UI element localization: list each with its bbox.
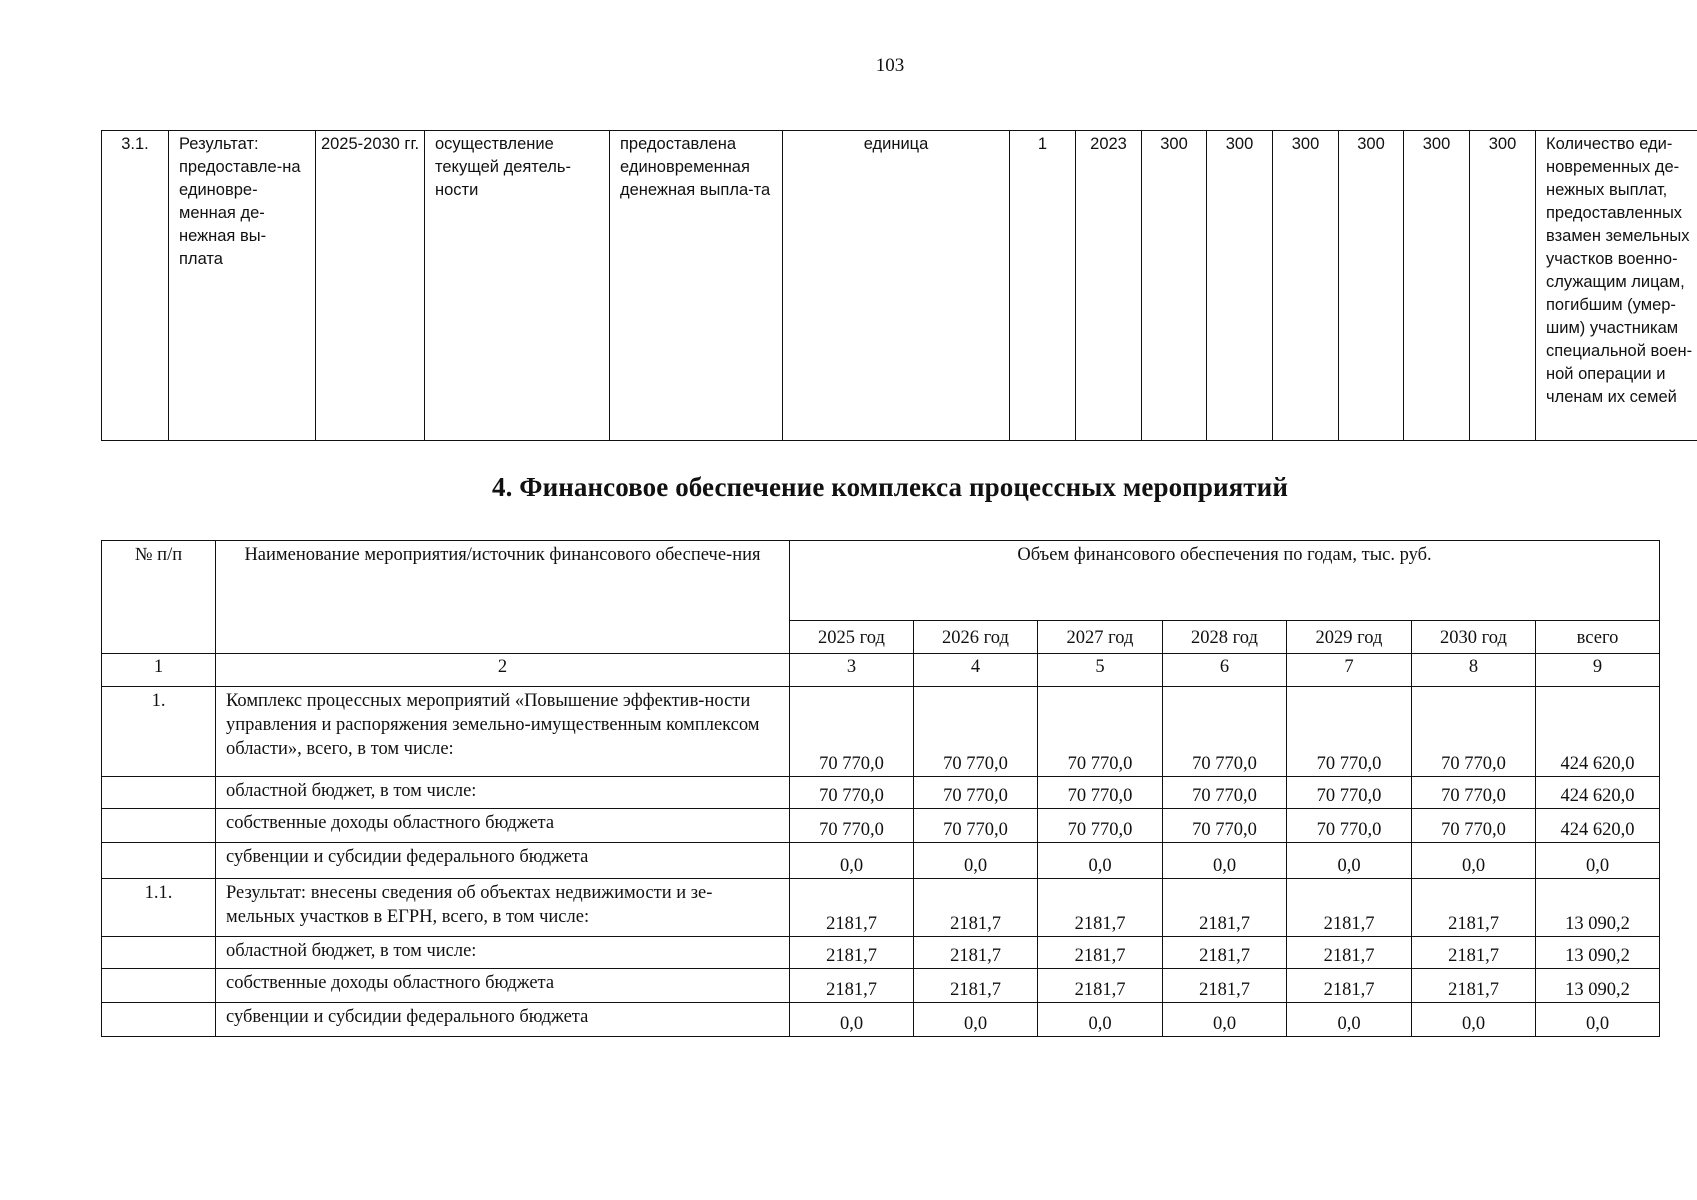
result-unit: единица	[783, 131, 1010, 441]
row-value: 70 770,0	[1287, 777, 1412, 809]
row-name: субвенции и субсидии федерального бюджета	[216, 1003, 790, 1037]
row-value: 2181,7	[1287, 879, 1412, 937]
header-year: 2028 год	[1163, 621, 1287, 654]
finance-row	[102, 937, 1660, 969]
index-cell: 4	[914, 654, 1038, 687]
row-value: 70 770,0	[1412, 777, 1536, 809]
finance-row	[102, 879, 1660, 937]
header-name: Наименование мероприятия/источник финансового обеспече-ния	[216, 541, 790, 654]
row-value: 2181,7	[1163, 879, 1287, 937]
row-total: 424 620,0	[1536, 809, 1660, 843]
result-value-2028: 300	[1339, 131, 1404, 441]
result-characteristic: предоставлена единовременная денежная выпла-та	[610, 131, 783, 441]
row-number: 1.	[102, 687, 216, 777]
row-value: 70 770,0	[1287, 809, 1412, 843]
row-total: 13 090,2	[1536, 879, 1660, 937]
index-cell: 5	[1038, 654, 1163, 687]
row-name: собственные доходы областного бюджета	[216, 809, 790, 843]
row-value: 2181,7	[1163, 969, 1287, 1003]
result-base-value: 1	[1010, 131, 1076, 441]
row-value: 2181,7	[1412, 969, 1536, 1003]
row-name: Комплекс процессных мероприятий «Повышение эффектив-ности управления и распоряжения земельно-имущественным комплексом области», всего, в том числе:	[216, 687, 790, 777]
row-number	[102, 969, 216, 1003]
page-number: 103	[875, 55, 905, 76]
row-value: 70 770,0	[1412, 809, 1536, 843]
finance-row	[102, 1003, 1660, 1037]
header-year: 2025 год	[790, 621, 914, 654]
index-cell: 1	[102, 654, 216, 687]
result-base-year: 2023	[1076, 131, 1142, 441]
row-value: 2181,7	[1038, 969, 1163, 1003]
index-cell: 2	[216, 654, 790, 687]
row-value: 2181,7	[1163, 937, 1287, 969]
finance-table	[101, 540, 1660, 1037]
row-name: собственные доходы областного бюджета	[216, 969, 790, 1003]
header-year: 2029 год	[1287, 621, 1412, 654]
result-name: Результат: предоставле-на единовре-менная де-нежная вы-плата	[169, 131, 316, 441]
result-row	[102, 131, 1697, 441]
row-value: 2181,7	[914, 879, 1038, 937]
row-value: 70 770,0	[1038, 687, 1163, 777]
row-number	[102, 777, 216, 809]
index-cell: 6	[1163, 654, 1287, 687]
result-description: Количество еди-новременных де-нежных выплат, предоставленных взамен земельных участков военно-служащим лицам, погибшим (умер-шим) участникам специальной воен-ной операции и членам их семей	[1536, 131, 1697, 441]
row-value: 70 770,0	[914, 809, 1038, 843]
result-value-2025: 300	[1142, 131, 1207, 441]
header-year: 2027 год	[1038, 621, 1163, 654]
result-value-2026: 300	[1207, 131, 1273, 441]
header-num: № п/п	[102, 541, 216, 654]
row-number	[102, 843, 216, 879]
row-total: 13 090,2	[1536, 969, 1660, 1003]
finance-header-row	[102, 541, 1660, 621]
row-value: 70 770,0	[1163, 809, 1287, 843]
row-value: 0,0	[1412, 843, 1536, 879]
finance-row	[102, 809, 1660, 843]
result-value-2029: 300	[1404, 131, 1470, 441]
result-type: осуществление текущей деятель-ности	[425, 131, 610, 441]
result-table	[101, 130, 1697, 441]
finance-row	[102, 687, 1660, 777]
row-total: 424 620,0	[1536, 777, 1660, 809]
row-value: 70 770,0	[1287, 687, 1412, 777]
row-value: 70 770,0	[914, 687, 1038, 777]
row-value: 2181,7	[1287, 937, 1412, 969]
row-value: 2181,7	[914, 969, 1038, 1003]
finance-row	[102, 843, 1660, 879]
row-value: 0,0	[914, 1003, 1038, 1037]
row-value: 70 770,0	[790, 809, 914, 843]
result-value-2027: 300	[1273, 131, 1339, 441]
row-value: 70 770,0	[1412, 687, 1536, 777]
finance-index-row	[102, 654, 1660, 687]
row-value: 2181,7	[790, 937, 914, 969]
row-value: 0,0	[1412, 1003, 1536, 1037]
finance-row	[102, 969, 1660, 1003]
row-value: 0,0	[1287, 1003, 1412, 1037]
index-cell: 8	[1412, 654, 1536, 687]
row-value: 0,0	[1038, 1003, 1163, 1037]
row-number: 1.1.	[102, 879, 216, 937]
result-value-2030: 300	[1470, 131, 1536, 441]
row-value: 0,0	[1287, 843, 1412, 879]
row-total: 0,0	[1536, 1003, 1660, 1037]
row-value: 0,0	[790, 1003, 914, 1037]
row-value: 0,0	[1038, 843, 1163, 879]
row-value: 2181,7	[790, 969, 914, 1003]
row-number	[102, 937, 216, 969]
index-cell: 9	[1536, 654, 1660, 687]
finance-row	[102, 777, 1660, 809]
row-value: 2181,7	[1412, 937, 1536, 969]
row-value: 70 770,0	[1038, 777, 1163, 809]
row-value: 70 770,0	[790, 687, 914, 777]
row-total: 13 090,2	[1536, 937, 1660, 969]
row-value: 2181,7	[1287, 969, 1412, 1003]
row-value: 0,0	[914, 843, 1038, 879]
row-value: 70 770,0	[914, 777, 1038, 809]
row-name: субвенции и субсидии федерального бюджета	[216, 843, 790, 879]
header-year: 2030 год	[1412, 621, 1536, 654]
index-cell: 3	[790, 654, 914, 687]
row-value: 70 770,0	[1163, 687, 1287, 777]
row-value: 70 770,0	[1038, 809, 1163, 843]
row-value: 70 770,0	[790, 777, 914, 809]
section-title: 4. Финансовое обеспечение комплекса процессных мероприятий	[492, 472, 1288, 502]
row-value: 0,0	[790, 843, 914, 879]
header-volume: Объем финансового обеспечения по годам, тыс. руб.	[790, 541, 1660, 621]
row-value: 0,0	[1163, 843, 1287, 879]
row-value: 2181,7	[914, 937, 1038, 969]
row-value: 2181,7	[790, 879, 914, 937]
row-name: Результат: внесены сведения об объектах недвижимости и зе-мельных участков в ЕГРН, всего, в том числе:	[216, 879, 790, 937]
row-name: областной бюджет, в том числе:	[216, 937, 790, 969]
row-total: 0,0	[1536, 843, 1660, 879]
result-period: 2025-2030 гг.	[316, 131, 425, 441]
row-name: областной бюджет, в том числе:	[216, 777, 790, 809]
row-value: 70 770,0	[1163, 777, 1287, 809]
row-value: 2181,7	[1038, 937, 1163, 969]
header-total: всего	[1536, 621, 1660, 654]
header-year: 2026 год	[914, 621, 1038, 654]
row-value: 0,0	[1163, 1003, 1287, 1037]
index-cell: 7	[1287, 654, 1412, 687]
row-value: 2181,7	[1412, 879, 1536, 937]
row-number	[102, 1003, 216, 1037]
row-number	[102, 809, 216, 843]
row-value: 2181,7	[1038, 879, 1163, 937]
row-total: 424 620,0	[1536, 687, 1660, 777]
result-number: 3.1.	[102, 131, 169, 441]
